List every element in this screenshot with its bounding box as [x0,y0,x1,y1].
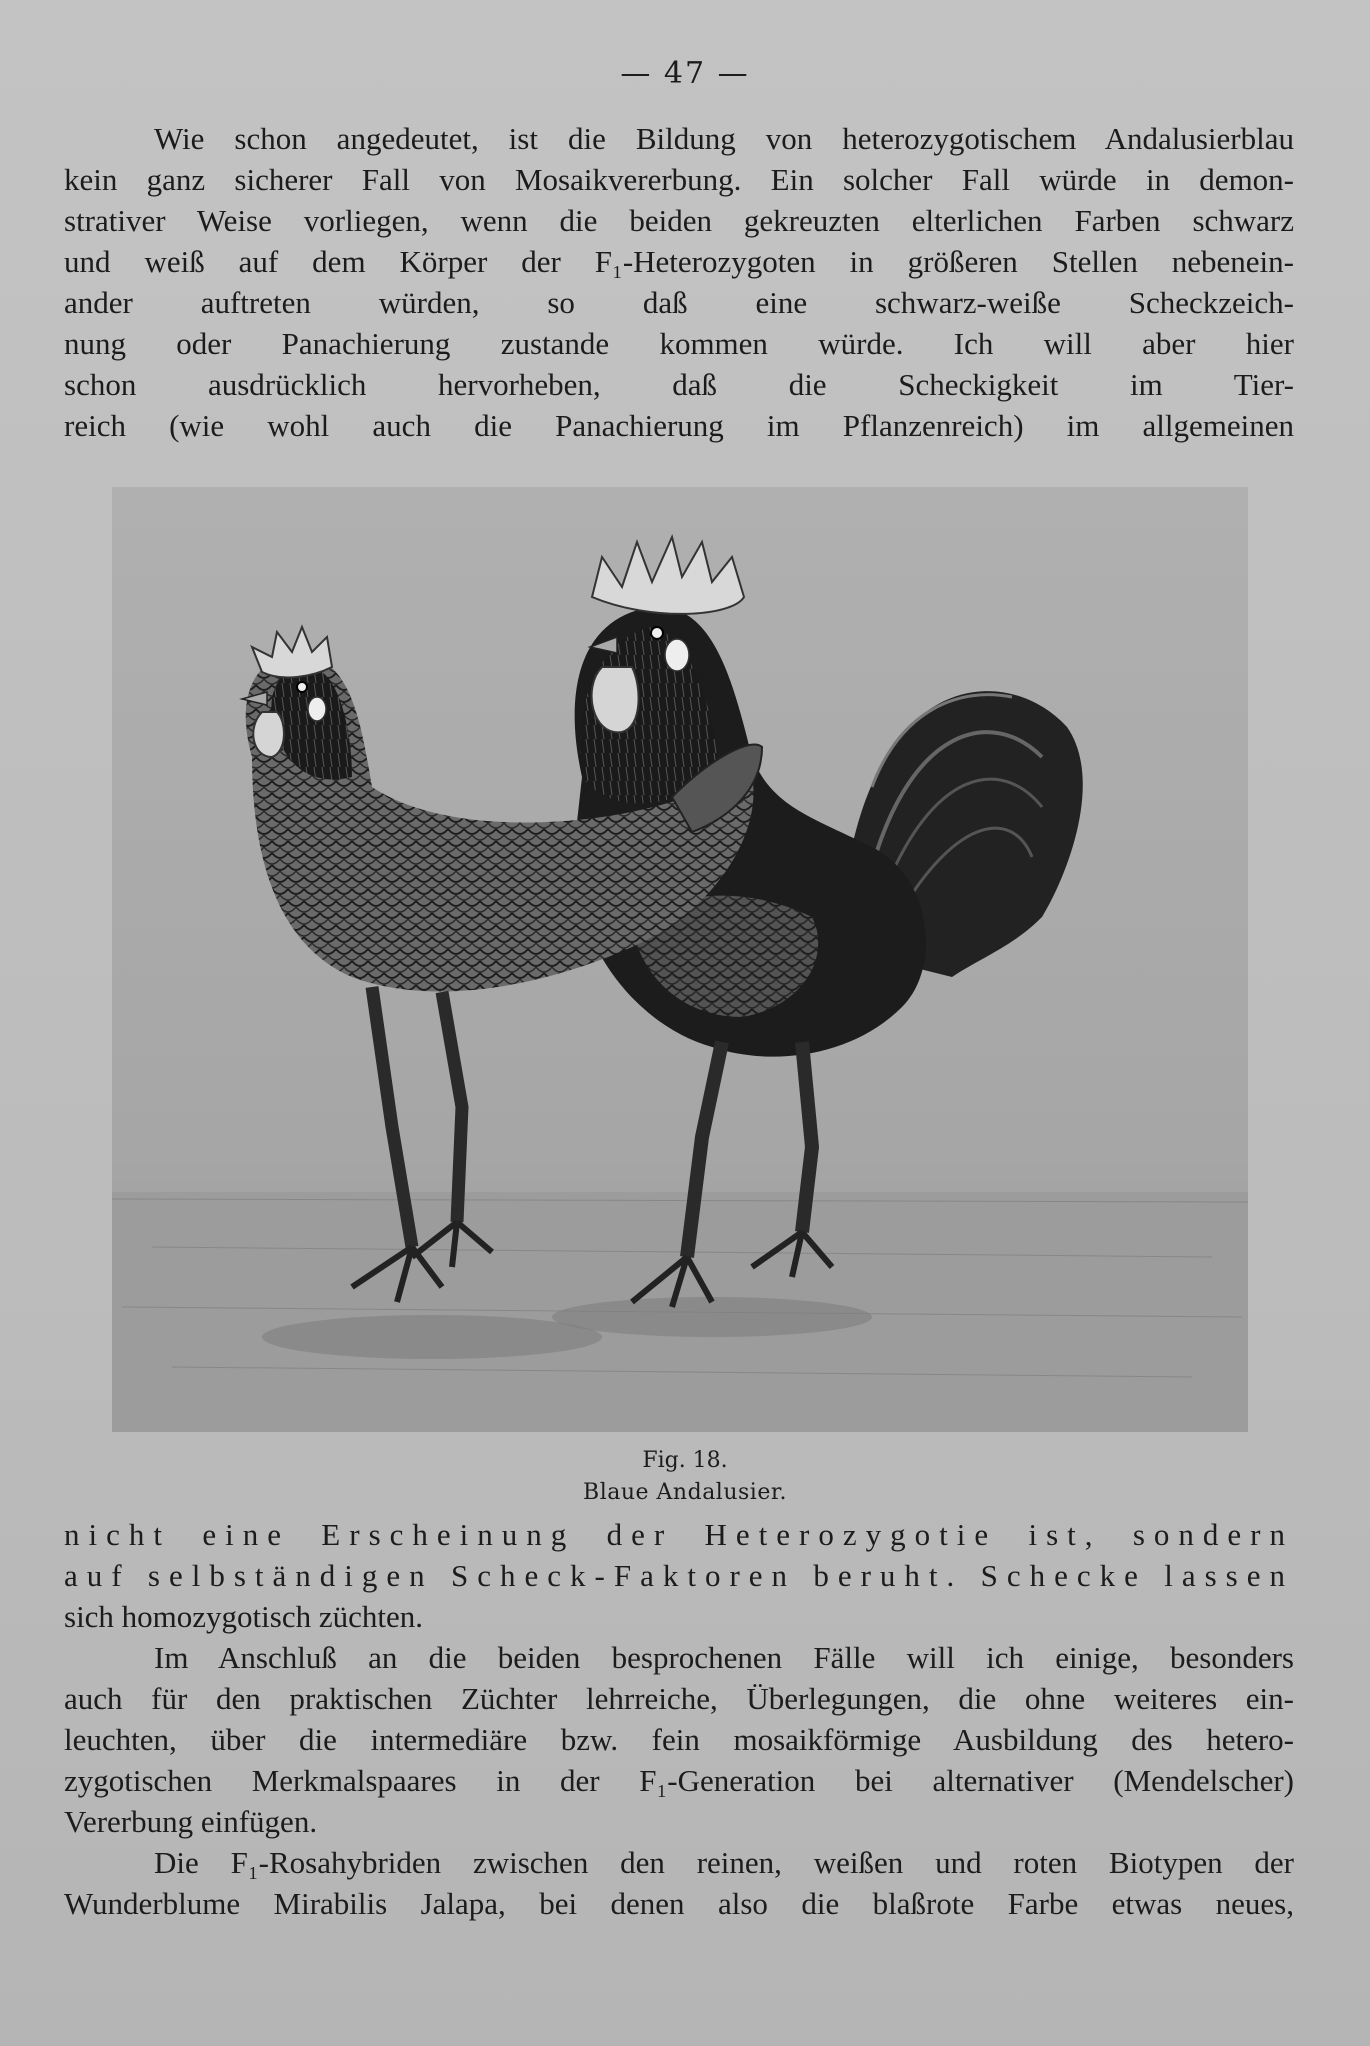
text-line: Wie schon angedeutet, ist die Bildung von heterozygotischem Andalusierblau [154,121,1294,156]
text-line: kein ganz sicherer Fall von Mosaikvererbung. Ein solcher Fall würde in demon- [64,162,1294,197]
text-line: auch für den praktischen Züchter lehrreiche, Überlegungen, die ohne weiteres ein- [64,1681,1294,1716]
text-line: sich homozygotisch züchten. [64,1599,423,1634]
text-line: Vererbung einfügen. [64,1804,318,1839]
text-line: strativer Weise vorliegen, wenn die beiden gekreuzten elterlichen Farben schwarz [64,203,1294,238]
paragraph-top [64,118,1294,446]
page-number: — 47 — [620,56,750,91]
text-line: Die F₁-Rosahybriden zwischen den reinen, weißen und roten Biotypen der [154,1845,1294,1880]
text-line: nicht eine Erscheinung der Heterozygotie ist, sondern [64,1517,1294,1552]
text-line: ander auftreten würden, so daß eine schwarz-weiße Scheckzeich- [64,285,1294,320]
text-line: schon ausdrücklich hervorheben, daß die Scheckigkeit im Tier- [64,367,1294,402]
text-line: nung oder Panachierung zustande kommen würde. Ich will aber hier [64,326,1294,361]
text-line: Wunderblume Mirabilis Jalapa, bei denen also die blaßrote Farbe etwas neues, [64,1886,1294,1921]
text-line: zygotischen Merkmalspaares in der F₁-Generation bei alternativer (Mendelscher) [64,1763,1294,1798]
chickens-illustration [112,487,1248,1432]
figure-illustration [112,487,1248,1432]
figure-label: Fig. 18. [642,1448,728,1473]
text-line: reich (wie wohl auch die Panachierung im Pflanzenreich) im allgemeinen [64,408,1294,443]
text-line: und weiß auf dem Körper der F₁-Heterozygoten in größeren Stellen nebenein- [64,244,1294,279]
text-line: auf selbständigen Scheck-Faktoren beruht. Schecke lassen [64,1558,1294,1593]
text-line: leuchten, über die intermediäre bzw. fein mosaikförmige Ausbildung des hetero- [64,1722,1294,1757]
figure-caption: Blaue Andalusier. [583,1480,787,1505]
text-line: Im Anschluß an die beiden besprochenen Fälle will ich einige, besonders [154,1640,1294,1675]
paragraph-bottom [64,1514,1294,1924]
